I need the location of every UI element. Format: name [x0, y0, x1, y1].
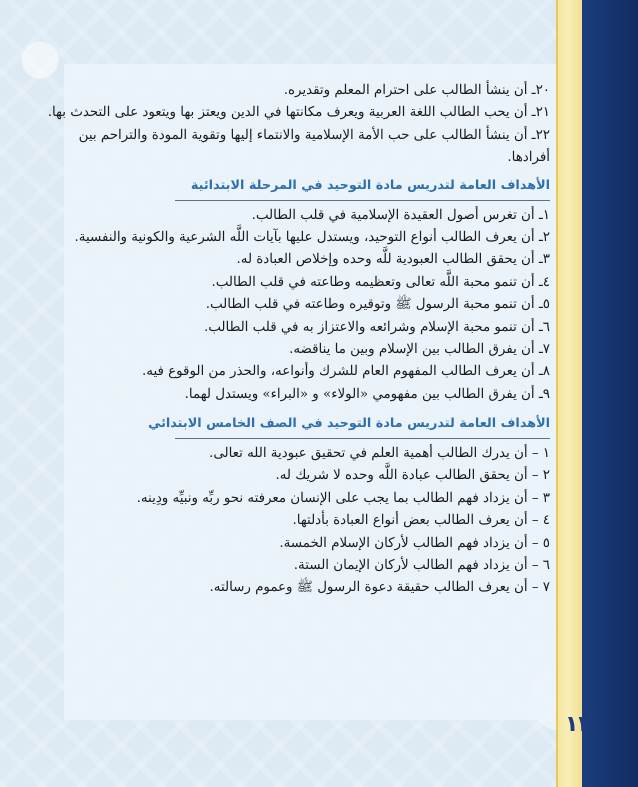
gold-side-band	[556, 0, 584, 787]
intro-item-21: ٢١ـ أن يحب الطالب اللغة العربية ويعرف مكانتها في الدين ويعتز بها ويتعود على التحدث بها.	[47, 105, 550, 121]
section2-item-3: ٣ – أن يزداد فهم الطالب بما يجب على الإنسان معرفته نحو ربِّه ونبيِّه ودِينه.	[136, 490, 550, 506]
intro-item-22-continued: أفرادها.	[507, 150, 550, 166]
blue-side-band	[582, 0, 638, 787]
section1-item-9: ٩ـ أن يفرق الطالب بين مفهومي «الولاء» و «البراء» ويستدل لهما.	[184, 386, 550, 402]
page-number: ١٢	[565, 712, 592, 737]
section1-item-5: ٥ـ أن تنمو محبة الرسول ﷺ وتوقيره وطاعته في قلب الطالب.	[205, 297, 550, 313]
section2-item-6: ٦ – أن يزداد فهم الطالب لأركان الإيمان الستة.	[293, 558, 550, 574]
section1-item-7: ٧ـ أن يفرق الطالب بين الإسلام وبين ما يناقضه.	[289, 341, 550, 357]
section2-item-7: ٧ – أن يعرف الطالب حقيقة دعوة الرسول ﷺ وعموم رسالته.	[209, 580, 550, 596]
section2-item-5: ٥ – أن يزداد فهم الطالب لأركان الإسلام الخمسة.	[279, 535, 550, 551]
section2-item-2: ٢ – أن يحقق الطالب عبادة اللَّه وحده لا شريك له.	[275, 468, 550, 484]
section2-item-1: ١ – أن يدرك الطالب أهمية العلم في تحقيق عبودية الله تعالى.	[209, 446, 550, 462]
section1-item-3: ٣ـ أن يحقق الطالب العبودية للَّه وحده وإخلاص العبادة له.	[236, 252, 550, 268]
section-title-fifth-grade: الأهداف العامة لتدريس مادة التوحيد في الصف الخامس الابتدائي	[175, 412, 550, 439]
section1-item-2: ٢ـ أن يعرف الطالب أنواع التوحيد، ويستدل عليها بآيات اللَّه الشرعية والكونية والنفسية.	[74, 229, 550, 245]
intro-item-22: ٢٢ـ أن ينشأ الطالب على حب الأمة الإسلامية والانتماء إليها وتقوية المودة والتراحم بين	[78, 127, 550, 143]
section-title-primary-stage: الأهداف العامة لتدريس مادة التوحيد في المرحلة الابتدائية	[175, 174, 550, 201]
section1-item-6: ٦ـ أن تنمو محبة الإسلام وشرائعه والاعتزاز به في قلب الطالب.	[204, 319, 550, 335]
section1-item-4: ٤ـ أن تنمو محبة اللَّه تعالى وتعظيمه وطاعته في قلب الطالب.	[211, 274, 550, 290]
section1-item-1: ١ـ أن تغرس أصول العقيدة الإسلامية في قلب الطالب.	[251, 207, 550, 223]
section1-item-8: ٨ـ أن يعرف الطالب المفهوم العام للشرك وأنواعه، والحذر من الوقوع فيه.	[142, 364, 550, 380]
intro-item-20: ٢٠ـ أن ينشأ الطالب على احترام المعلم وتقديره.	[283, 83, 550, 98]
section2-item-4: ٤ – أن يعرف الطالب بعض أنواع العبادة بأدلتها.	[292, 513, 550, 529]
page-content	[47, 80, 550, 600]
